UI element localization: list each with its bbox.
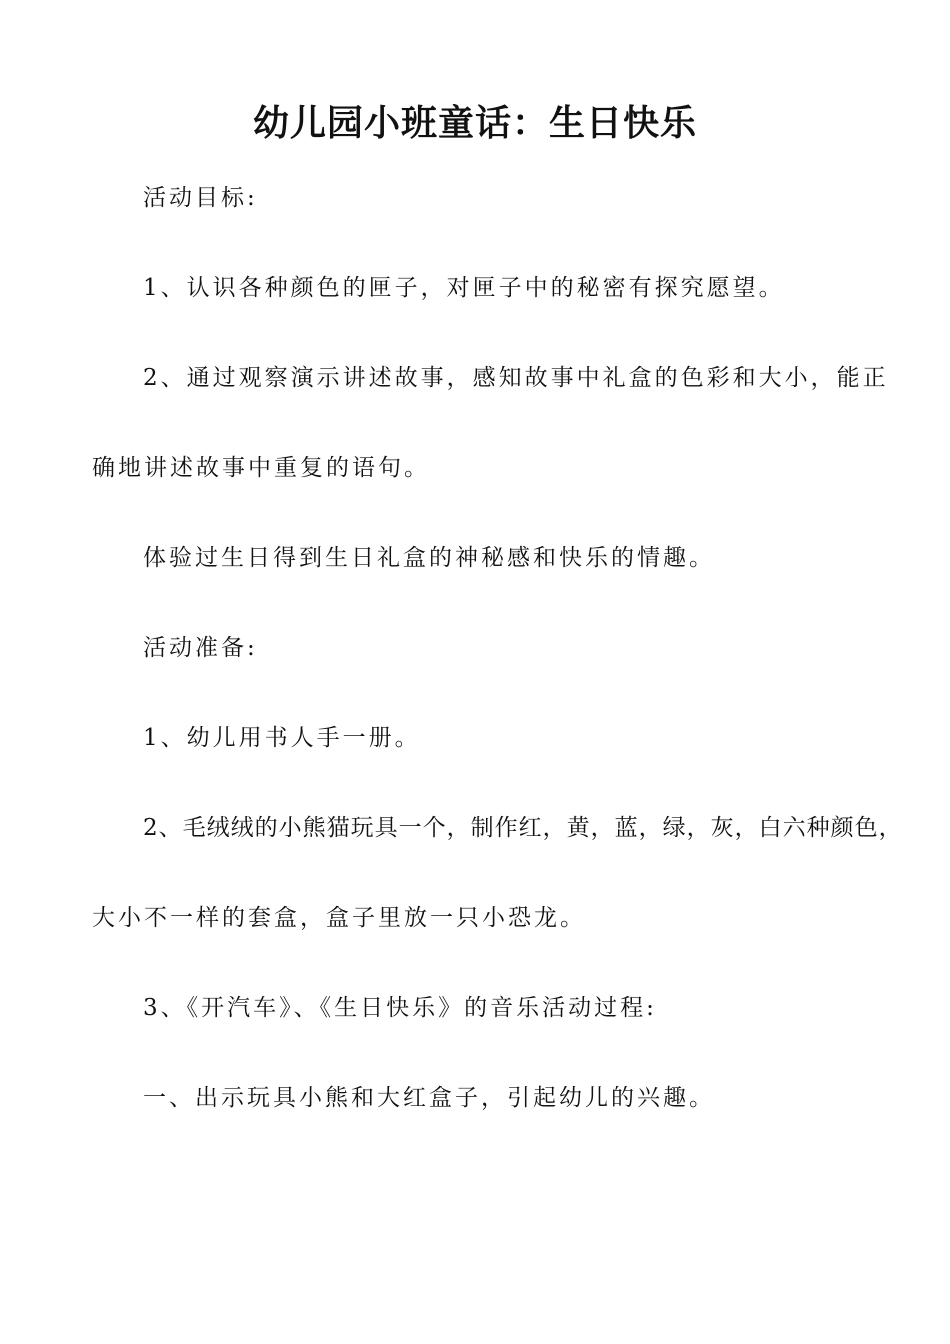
- paragraph-prep-2-line-1: 2、毛绒绒的小熊猫玩具一个，制作红，黄，蓝，绿，灰，白六种颜色，: [143, 815, 903, 841]
- section-heading-preparation: 活动准备:: [143, 635, 258, 661]
- paragraph-prep-3: 3、《开汽车》、《生日快乐》的音乐活动过程:: [143, 995, 657, 1021]
- paragraph-prep-1: 1、幼儿用书人手一册。: [143, 725, 421, 751]
- paragraph-goal-2-line-2: 确地讲述故事中重复的语句。: [92, 455, 430, 481]
- paragraph-goal-1: 1、认识各种颜色的匣子，对匣子中的秘密有探究愿望。: [143, 275, 785, 301]
- document-title: 幼儿园小班童话：生日快乐: [252, 103, 697, 144]
- paragraph-goal-2-line-1: 2、通过观察演示讲述故事，感知故事中礼盒的色彩和大小，能正: [143, 365, 889, 391]
- paragraph-process-1: 一、出示玩具小熊和大红盒子，引起幼儿的兴趣。: [143, 1085, 715, 1111]
- paragraph-goal-3: 体验过生日得到生日礼盒的神秘感和快乐的情趣。: [143, 545, 715, 571]
- section-heading-goals: 活动目标:: [143, 185, 258, 211]
- paragraph-prep-2-line-2: 大小不一样的套盒，盒子里放一只小恐龙。: [92, 905, 586, 931]
